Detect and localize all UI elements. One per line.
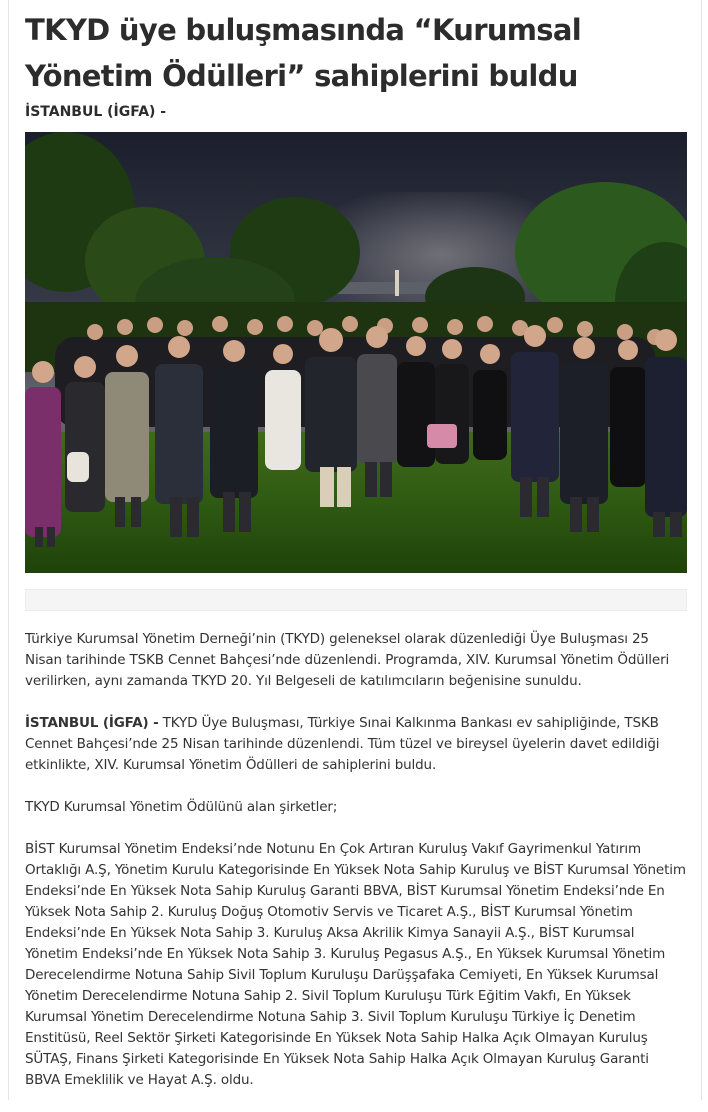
article-paragraph-2 <box>25 713 687 776</box>
article-title: TKYD üye buluşmasında “Kurumsal Yönetim Ödülleri” sahiplerini buldu <box>25 13 581 93</box>
article-paragraph-awards: BİST Kurumsal Yönetim Endeksi’nde Notunu En Çok Artıran Kuruluş Vakıf Gayrimenkul Yatırım Ortaklığı A.Ş, Yönetim Kurulu Kategorisinde En Yüksek Nota Sahip Kuruluş ve BİST Kurumsal Yönetim Endeksi’nde En Yüksek Nota Sahip Kuruluş Garanti BBVA, BİST Kurumsal Yönetim Endeksi’nde En Yüksek Nota Sahip 2. Kuruluş Doğuş Otomotiv Servis ve Ticaret A.Ş., BİST Kurumsal Yönetim Endeksi’nde En Yüksek Nota Sahip 3. Kuruluş Aksa Akrilik Kimya Sanayii A.Ş., BİST Kurumsal Yönetim Endeksi’nde En Yüksek Nota Sahip 3. Kuruluş Pegasus A.Ş., En Yüksek Kurumsal Yönetim Derecelendirme Notuna Sahip Sivil Toplum Kuruluşu Darüşşafaka Cemiyeti, En Yüksek Kurumsal Yönetim Derecelendirme Notuna Sahip 2. Sivil Toplum Kuruluşu Türk Eğitim Vakfı, En Yüksek Kurumsal Yönetim Derecelendirme Notuna Sahip 3. Sivil Toplum Kuruluşu Türkiye İç Denetim Enstitüsü, Reel Sektör Şirketi Kategorisinde En Yüksek Nota Sahip Halka Açık Olmayan Kuruluş SÜTAŞ, Finans Şirketi Kategorisinde En Yüksek Nota Sahip Halka Açık Olmayan Kuruluş Garanti BBVA Emeklilik ve Hayat A.Ş. oldu. <box>25 841 686 1088</box>
article-paragraph-3: TKYD Kurumsal Yönetim Ödülünü alan şirketler; <box>25 799 338 815</box>
page-frame-right-border <box>701 0 702 1100</box>
article-paragraph-dateline: İSTANBUL (İGFA) - <box>25 715 159 731</box>
article-body <box>25 629 687 1091</box>
article-paragraph-2-text: TKYD Üye Buluşması, Türkiye Sınai Kalkınma Bankası ev sahipliğinde, TSKB Cennet Bahçesi’nde 25 Nisan tarihinde düzenlendi. Tüm tüzel ve bireysel üyelerin davet edildiği etkinlikte, XIV. Kurumsal Yönetim Ödülleri de sahiplerini buldu. <box>25 715 660 773</box>
page-frame-left-border <box>8 0 9 1100</box>
article-dateline: İSTANBUL (İGFA) - <box>25 104 167 120</box>
article <box>25 0 687 1112</box>
group-photo-image <box>25 132 687 573</box>
article-paragraph-intro: Türkiye Kurumsal Yönetim Derneği’nin (TKYD) geleneksel olarak düzenlediği Üye Buluşması 25 Nisan tarihinde TSKB Cennet Bahçesi’nde düzenlendi. Programda, XIV. Kurumsal Yönetim Ödülleri verilirken, aynı zamanda TKYD 20. Yıl Belgeseli de katılımcıların beğenisine sunuldu. <box>25 631 670 689</box>
image-caption-bar <box>25 589 687 611</box>
